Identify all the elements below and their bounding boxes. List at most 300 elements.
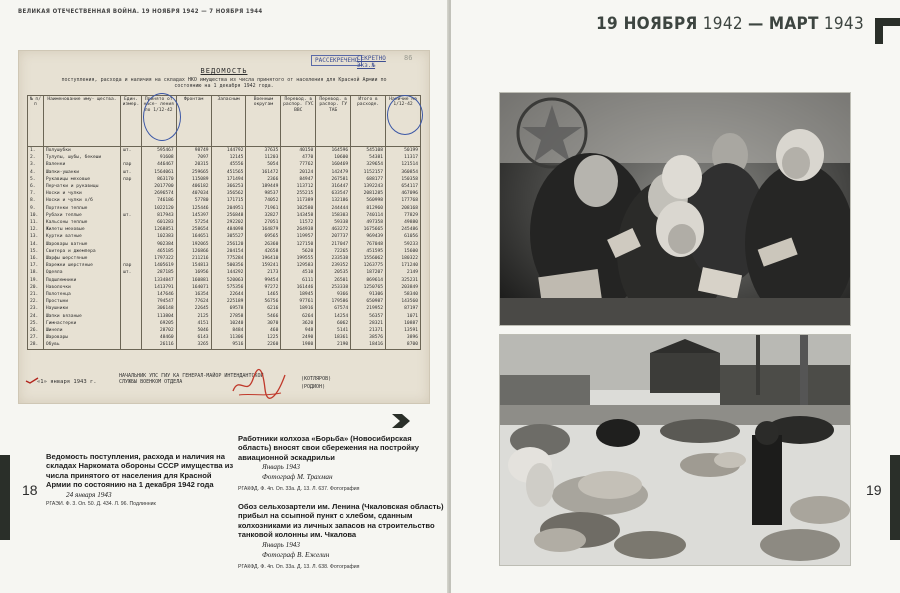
document-title: ВЕДОМОСТЬ: [200, 67, 248, 75]
document-table-cell: 11317: [386, 154, 421, 161]
document-column-header: Наименование иму- щества.: [43, 96, 120, 147]
document-table-cell: 1152157: [351, 169, 386, 176]
document-table-cell: [121, 291, 142, 298]
document-table: [27, 95, 421, 350]
document-table-cell: 177768: [386, 197, 421, 204]
document-table-cell: Гимнастерки: [43, 320, 120, 327]
document-column-header: Итого в расходе.: [351, 96, 386, 147]
document-table-cell: 160881: [176, 277, 211, 284]
document-table-cell: 451595: [351, 248, 386, 255]
document-table-cell: 113804: [141, 313, 176, 320]
document-table-row: [28, 190, 421, 197]
document-table-cell: 143458: [281, 212, 316, 219]
document-table-cell: 650987: [351, 298, 386, 305]
document-table-cell: 2125: [176, 313, 211, 320]
document-table-cell: 150358: [386, 176, 421, 183]
document-table-cell: 24.: [28, 313, 44, 320]
document-table-cell: 22.: [28, 298, 44, 305]
document-table-cell: 26360: [246, 241, 281, 248]
document-table-row: [28, 226, 421, 233]
document-column-header: Запасным: [211, 96, 246, 147]
left-page: [0, 0, 449, 593]
document-table-cell: Шинели: [43, 327, 120, 334]
document-table-cell: 161446: [281, 284, 316, 291]
document-table-cell: [121, 320, 142, 327]
secret-stamp-text: СЕКРЕТНО: [357, 55, 386, 62]
document-table-cell: Рукавицы меховые: [43, 176, 120, 183]
document-table-cell: Куртки ватные: [43, 233, 120, 240]
document-table-cell: 217047: [316, 241, 351, 248]
document-table-cell: 97761: [281, 298, 316, 305]
document-table-cell: 171240: [386, 262, 421, 269]
document-table-header: [28, 96, 421, 147]
document-table-cell: 159241: [246, 262, 281, 269]
document-table-cell: 1675665: [351, 226, 386, 233]
document-table-cell: 26501: [316, 277, 351, 284]
document-table-cell: 27.: [28, 334, 44, 341]
page-number-left: 18: [22, 482, 38, 498]
document-table-cell: Наушники: [43, 305, 120, 312]
document-table-row: [28, 277, 421, 284]
document-table-cell: Шапки вязаные: [43, 313, 120, 320]
document-table-cell: 7097: [176, 154, 211, 161]
document-table-cell: 23.: [28, 305, 44, 312]
document-table-body: [28, 147, 421, 350]
document-table-cell: пар: [121, 176, 142, 183]
document-table-row: [28, 248, 421, 255]
document-table-cell: 2.: [28, 154, 44, 161]
document-table-cell: 145397: [176, 212, 211, 219]
document-table-cell: [121, 305, 142, 312]
photo-caption-1-date: Январь 1943: [262, 463, 300, 472]
document-table-cell: 219952: [351, 305, 386, 312]
document-table-row: [28, 212, 421, 219]
document-table-cell: 2490: [281, 334, 316, 341]
document-table-cell: 143560: [386, 298, 421, 305]
document-table-cell: 4510: [281, 269, 316, 276]
document-table-cell: шт.: [121, 269, 142, 276]
document-table-cell: 3265: [176, 341, 211, 349]
document-table-cell: 102580: [281, 205, 316, 212]
document-table-cell: 244444: [316, 205, 351, 212]
document-table-cell: 2696574: [141, 190, 176, 197]
document-table-cell: 1334847: [141, 277, 176, 284]
document-table-cell: [121, 313, 142, 320]
document-table-cell: 203849: [386, 284, 421, 291]
document-table-cell: 20124: [281, 169, 316, 176]
document-column-header: Наличие на 1/12-42: [386, 96, 421, 147]
document-table-cell: [121, 219, 142, 226]
document-table-row: [28, 169, 421, 176]
document-column-header: Принято от насе- ления по 1/12-42: [141, 96, 176, 147]
document-table-row: [28, 291, 421, 298]
document-table-cell: Варежки шерстяные: [43, 262, 120, 269]
document-table-cell: 1797322: [141, 255, 176, 262]
document-table-cell: 196410: [246, 255, 281, 262]
document-table-cell: 255215: [281, 190, 316, 197]
document-table-cell: 154813: [176, 262, 211, 269]
document-table-cell: 28321: [351, 320, 386, 327]
document-table-cell: 117389: [281, 197, 316, 204]
document-table-cell: 28.: [28, 341, 44, 349]
document-table-cell: 256848: [211, 212, 246, 219]
document-column-header: Фронтам: [176, 96, 211, 147]
running-head: ВЕЛИКАЯ ОТЕЧЕСТВЕННАЯ ВОЙНА. 19 НОЯБРЯ 1942 — 7 НОЯБРЯ 1944: [18, 8, 263, 15]
document-table-cell: 18361: [316, 334, 351, 341]
document-caption-title: Ведомость поступления, расхода и наличия на складах Наркомата обороны СССР имущества из числа принятого от населения для Красной Армии по состоянию на 1 декабря 1942 года: [46, 452, 234, 490]
document-table-cell: 84947: [281, 176, 316, 183]
document-table-cell: 6062: [316, 320, 351, 327]
document-table-cell: 21371: [351, 327, 386, 334]
document-table-cell: Валенки: [43, 161, 120, 168]
document-table-row: [28, 305, 421, 312]
document-table-cell: 158303: [316, 212, 351, 219]
document-table-cell: 69565: [246, 233, 281, 240]
document-table-cell: 20535: [316, 269, 351, 276]
document-table-cell: 1556062: [351, 255, 386, 262]
document-table-cell: 575356: [211, 284, 246, 291]
document-table-cell: 305527: [211, 233, 246, 240]
document-table-cell: 97272: [246, 284, 281, 291]
document-table-cell: 633547: [316, 190, 351, 197]
document-table-cell: 3896: [386, 334, 421, 341]
document-table-cell: 207737: [316, 233, 351, 240]
document-table-cell: [121, 255, 142, 262]
document-table-cell: 72265: [316, 248, 351, 255]
document-table-cell: 1268851: [141, 226, 176, 233]
document-table-cell: 115089: [176, 176, 211, 183]
document-table-cell: 48460: [141, 334, 176, 341]
document-table-cell: 2366: [246, 176, 281, 183]
document-table-cell: 57254: [176, 219, 211, 226]
signatory-2: (РОДИОН): [301, 384, 326, 390]
document-table-cell: 164651: [176, 233, 211, 240]
document-table-row: [28, 320, 421, 327]
document-table-cell: 99454: [246, 277, 281, 284]
document-table-cell: 2260: [246, 341, 281, 349]
document-table-cell: 9366: [316, 291, 351, 298]
document-table-cell: 10.: [28, 212, 44, 219]
document-table-cell: Шаровары: [43, 334, 120, 341]
document-table-cell: 144792: [211, 147, 246, 155]
archival-document: [18, 50, 430, 404]
document-table-cell: 204154: [211, 248, 246, 255]
handwritten-circle-received: [143, 93, 181, 141]
document-table-cell: 61056: [386, 233, 421, 240]
document-column-header: № п/п: [28, 96, 44, 147]
document-table-cell: 192065: [176, 241, 211, 248]
document-table-row: [28, 284, 421, 291]
document-table-cell: 69205: [141, 320, 176, 327]
document-table-cell: 6216: [246, 305, 281, 312]
photo-kolkhoz-savings: [499, 92, 851, 326]
document-table-cell: 199555: [281, 255, 316, 262]
document-table-cell: 5141: [316, 327, 351, 334]
document-table-cell: 484098: [211, 226, 246, 233]
document-table-cell: [121, 154, 142, 161]
document-table-cell: 5054: [246, 161, 281, 168]
document-table-cell: 6111: [281, 277, 316, 284]
document-table-cell: 102383: [141, 233, 176, 240]
document-table-cell: 2190: [316, 341, 351, 349]
document-table-cell: 189449: [246, 183, 281, 190]
document-table-cell: 292202: [211, 219, 246, 226]
document-table-cell: 16956: [176, 269, 211, 276]
document-table-cell: 7.: [28, 190, 44, 197]
document-table-cell: 1.: [28, 147, 44, 155]
document-table-row: [28, 183, 421, 190]
document-table-cell: 77829: [386, 212, 421, 219]
document-table-cell: 1405619: [141, 262, 176, 269]
document-table-cell: Носки и чулки: [43, 190, 120, 197]
photo-grain-convoy: [499, 334, 851, 566]
document-table-cell: 74052: [246, 197, 281, 204]
document-table-cell: 9516: [211, 341, 246, 349]
document-table-cell: 688177: [351, 176, 386, 183]
document-table-cell: 225189: [211, 298, 246, 305]
document-table-cell: 144292: [211, 269, 246, 276]
document-table-cell: 56357: [351, 313, 386, 320]
document-table-cell: 287185: [141, 269, 176, 276]
document-table-cell: 1980: [281, 341, 316, 349]
document-table-row: [28, 161, 421, 168]
photo-kolkhoz-savings-image: [500, 93, 850, 325]
document-table-cell: 211216: [176, 255, 211, 262]
document-table-cell: 460: [246, 327, 281, 334]
document-table-cell: 26.: [28, 327, 44, 334]
document-column-header: Перевод. в распор. ГУ ТАБ: [316, 96, 351, 147]
document-table-cell: 2149: [386, 269, 421, 276]
document-table-cell: 91306: [351, 291, 386, 298]
document-table-cell: 98749: [176, 147, 211, 155]
photo-grain-convoy-image: [500, 335, 850, 565]
document-table-cell: 740114: [351, 212, 386, 219]
document-table-row: [28, 154, 421, 161]
photo-caption-1-author: Фотограф М. Трахман: [262, 473, 333, 482]
document-table-cell: Жилеты меховые: [43, 226, 120, 233]
document-table-cell: 42658: [246, 248, 281, 255]
document-table-cell: 58340: [386, 291, 421, 298]
document-table-cell: 258654: [176, 226, 211, 233]
document-table-cell: [121, 334, 142, 341]
document-table-cell: 22645: [176, 305, 211, 312]
document-table-cell: [121, 197, 142, 204]
document-table-cell: пар: [121, 262, 142, 269]
document-table-cell: 465185: [141, 248, 176, 255]
document-table-cell: 794547: [141, 298, 176, 305]
document-table-cell: Простыни: [43, 298, 120, 305]
document-table-cell: 37635: [246, 147, 281, 155]
document-table-cell: 15.: [28, 248, 44, 255]
document-table-cell: 69578: [211, 305, 246, 312]
document-table-cell: 14254: [316, 313, 351, 320]
document-table-cell: [121, 241, 142, 248]
document-table-cell: 91608: [141, 154, 176, 161]
chapter-title-date1: 19 НОЯБРЯ: [596, 14, 698, 34]
document-table-cell: [121, 341, 142, 349]
document-table-cell: 3070: [246, 320, 281, 327]
document-table-cell: 767048: [351, 241, 386, 248]
document-table-cell: 161472: [246, 169, 281, 176]
photo-caption-2: [238, 502, 446, 571]
document-table-cell: 1413791: [141, 284, 176, 291]
document-table-cell: 59338: [316, 219, 351, 226]
document-table-cell: 18.: [28, 269, 44, 276]
document-table-cell: 10600: [316, 154, 351, 161]
document-table-cell: 208168: [386, 205, 421, 212]
document-table-cell: Портянки теплые: [43, 205, 120, 212]
secret-stamp-copy: Экз.№: [357, 62, 376, 69]
document-table-cell: 113712: [281, 183, 316, 190]
document-signatory: НАЧАЛЬНИК УПС ГИУ КА ГЕНЕРАЛ-МАЙОР ИНТЕНДАНТСКОЙ СЛУЖБЫ ВОЕНКОМ ОТДЕЛА: [119, 373, 264, 385]
document-table-cell: Рубахи теплые: [43, 212, 120, 219]
document-table-cell: 259665: [176, 169, 211, 176]
document-table-cell: 125446: [176, 205, 211, 212]
page-edge-tab-right: [890, 455, 900, 540]
document-table-cell: Полотенца: [43, 291, 120, 298]
document-table-cell: 18916: [281, 305, 316, 312]
chapter-title-date2: МАРТ: [768, 14, 819, 34]
document-table-cell: Перчатки и рукавицы: [43, 183, 120, 190]
document-table-row: [28, 269, 421, 276]
document-table-cell: 1564061: [141, 169, 176, 176]
document-table-cell: 16.: [28, 255, 44, 262]
document-table-row: [28, 233, 421, 240]
document-table-cell: 14.: [28, 241, 44, 248]
document-table-cell: 77762: [281, 161, 316, 168]
document-table-row: [28, 334, 421, 341]
chevron-right-icon: [392, 414, 410, 428]
document-table-cell: 654117: [386, 183, 421, 190]
document-table-cell: 87197: [386, 305, 421, 312]
document-table-cell: 40150: [281, 147, 316, 155]
document-table-cell: 595467: [141, 147, 176, 155]
document-table-cell: 126866: [176, 248, 211, 255]
document-table-cell: 22644: [211, 291, 246, 298]
document-table-cell: 98537: [246, 190, 281, 197]
document-table-cell: шт.: [121, 212, 142, 219]
document-caption-date: 24 января 1943: [66, 490, 112, 499]
document-table-cell: 21.: [28, 291, 44, 298]
document-table-cell: 171715: [211, 197, 246, 204]
page-number-right: 19: [866, 482, 882, 498]
photo-caption-1: [238, 434, 444, 493]
declassified-stamp: РАССЕКРЕЧЕНО: [311, 55, 362, 66]
document-table-cell: 6143: [176, 334, 211, 341]
document-table-cell: 406182: [176, 183, 211, 190]
document-table-cell: 127150: [281, 241, 316, 248]
document-table-cell: 5046: [176, 327, 211, 334]
document-table-cell: 446467: [141, 161, 176, 168]
document-table-row: [28, 262, 421, 269]
document-table-cell: 50199: [386, 147, 421, 155]
document-table-cell: 817943: [141, 212, 176, 219]
photo-caption-2-date: Январь 1943: [262, 540, 300, 549]
document-column-header: Един. измер.: [121, 96, 142, 147]
document-table-cell: 45556: [211, 161, 246, 168]
document-table-cell: 13591: [386, 327, 421, 334]
document-table-cell: 239352: [316, 262, 351, 269]
document-date: «1» января 1943 г.: [37, 379, 97, 385]
document-table-cell: 1250765: [351, 284, 386, 291]
handwritten-circle-balance: [387, 95, 423, 135]
document-table-cell: 12145: [211, 154, 246, 161]
document-table-row: [28, 219, 421, 226]
document-table-cell: [121, 327, 142, 334]
document-table-cell: 8700: [386, 341, 421, 349]
document-column-header: Перевод. в распор. ГУС ВВС: [281, 96, 316, 147]
document-subtitle: поступления, расхода и наличия на складах НКО имущества из числа принятого от населения для Красной Армии по состоянию на 1 декабря 1942 года.: [61, 77, 387, 89]
page-edge-tab-right-top-vertical: [875, 18, 883, 44]
document-table-row: [28, 197, 421, 204]
document-table-cell: [121, 183, 142, 190]
document-table-cell: 132186: [316, 197, 351, 204]
document-table-cell: пар: [121, 161, 142, 168]
document-table-cell: 10240: [211, 320, 246, 327]
document-table-cell: 26116: [141, 341, 176, 349]
document-table-cell: 1465: [246, 291, 281, 298]
document-table-cell: 969439: [351, 233, 386, 240]
document-table-cell: шт.: [121, 169, 142, 176]
document-table-row: [28, 147, 421, 155]
document-table-cell: 38576: [351, 334, 386, 341]
document-table-cell: 6.: [28, 183, 44, 190]
document-table-cell: 467096: [386, 190, 421, 197]
document-table-cell: 160469: [316, 161, 351, 168]
document-table-cell: 28702: [141, 327, 176, 334]
document-column-header: Военным округам: [246, 96, 281, 147]
document-table-cell: [121, 248, 142, 255]
document-table-cell: [121, 190, 142, 197]
document-table-cell: 233538: [316, 255, 351, 262]
document-table-cell: 67574: [316, 305, 351, 312]
document-table-cell: 497358: [351, 219, 386, 226]
document-table-cell: 20.: [28, 284, 44, 291]
document-table-cell: 180322: [386, 255, 421, 262]
document-table-cell: Наволочки: [43, 284, 120, 291]
right-page: [451, 0, 900, 593]
document-table-cell: 147646: [141, 291, 176, 298]
document-table-cell: 9.: [28, 205, 44, 212]
document-table-cell: 57780: [176, 197, 211, 204]
document-table-cell: 1071: [386, 313, 421, 320]
document-table-cell: 15600: [386, 248, 421, 255]
document-table-cell: 1225: [246, 334, 281, 341]
document-table-cell: 306148: [141, 305, 176, 312]
document-table-cell: 20315: [176, 161, 211, 168]
document-table-cell: 54381: [351, 154, 386, 161]
signatory-1: (КОТЛЯРОВ): [301, 376, 332, 382]
document-table-cell: 11.: [28, 219, 44, 226]
document-table-cell: 121514: [386, 161, 421, 168]
document-table-cell: 6264: [281, 313, 316, 320]
document-table-cell: Свитера и джемпера: [43, 248, 120, 255]
document-table-cell: 32827: [246, 212, 281, 219]
photo-caption-1-source: РГАКФД. Ф. 4п. Оп. 33а. Д. 13. Л. 637. Фотография: [238, 486, 360, 493]
document-table-cell: Обувь: [43, 341, 120, 349]
chapter-title-dash: —: [748, 14, 764, 34]
document-table-cell: 253338: [316, 284, 351, 291]
document-table-row: [28, 241, 421, 248]
document-table-cell: 4151: [176, 320, 211, 327]
document-table-cell: 4770: [281, 154, 316, 161]
document-table-cell: 8484: [211, 327, 246, 334]
document-table-cell: 264938: [281, 226, 316, 233]
photo-caption-2-title: Обоз сельхозартели им. Ленина (Чкаловская область) прибыл на ссыпной пункт с хлебом, сданным колхозниками из личных запасов на строительство танковой колонны им. Чкалова: [238, 502, 444, 540]
document-table-cell: 19.: [28, 277, 44, 284]
document-table-cell: 520063: [211, 277, 246, 284]
document-table-cell: 8.: [28, 197, 44, 204]
